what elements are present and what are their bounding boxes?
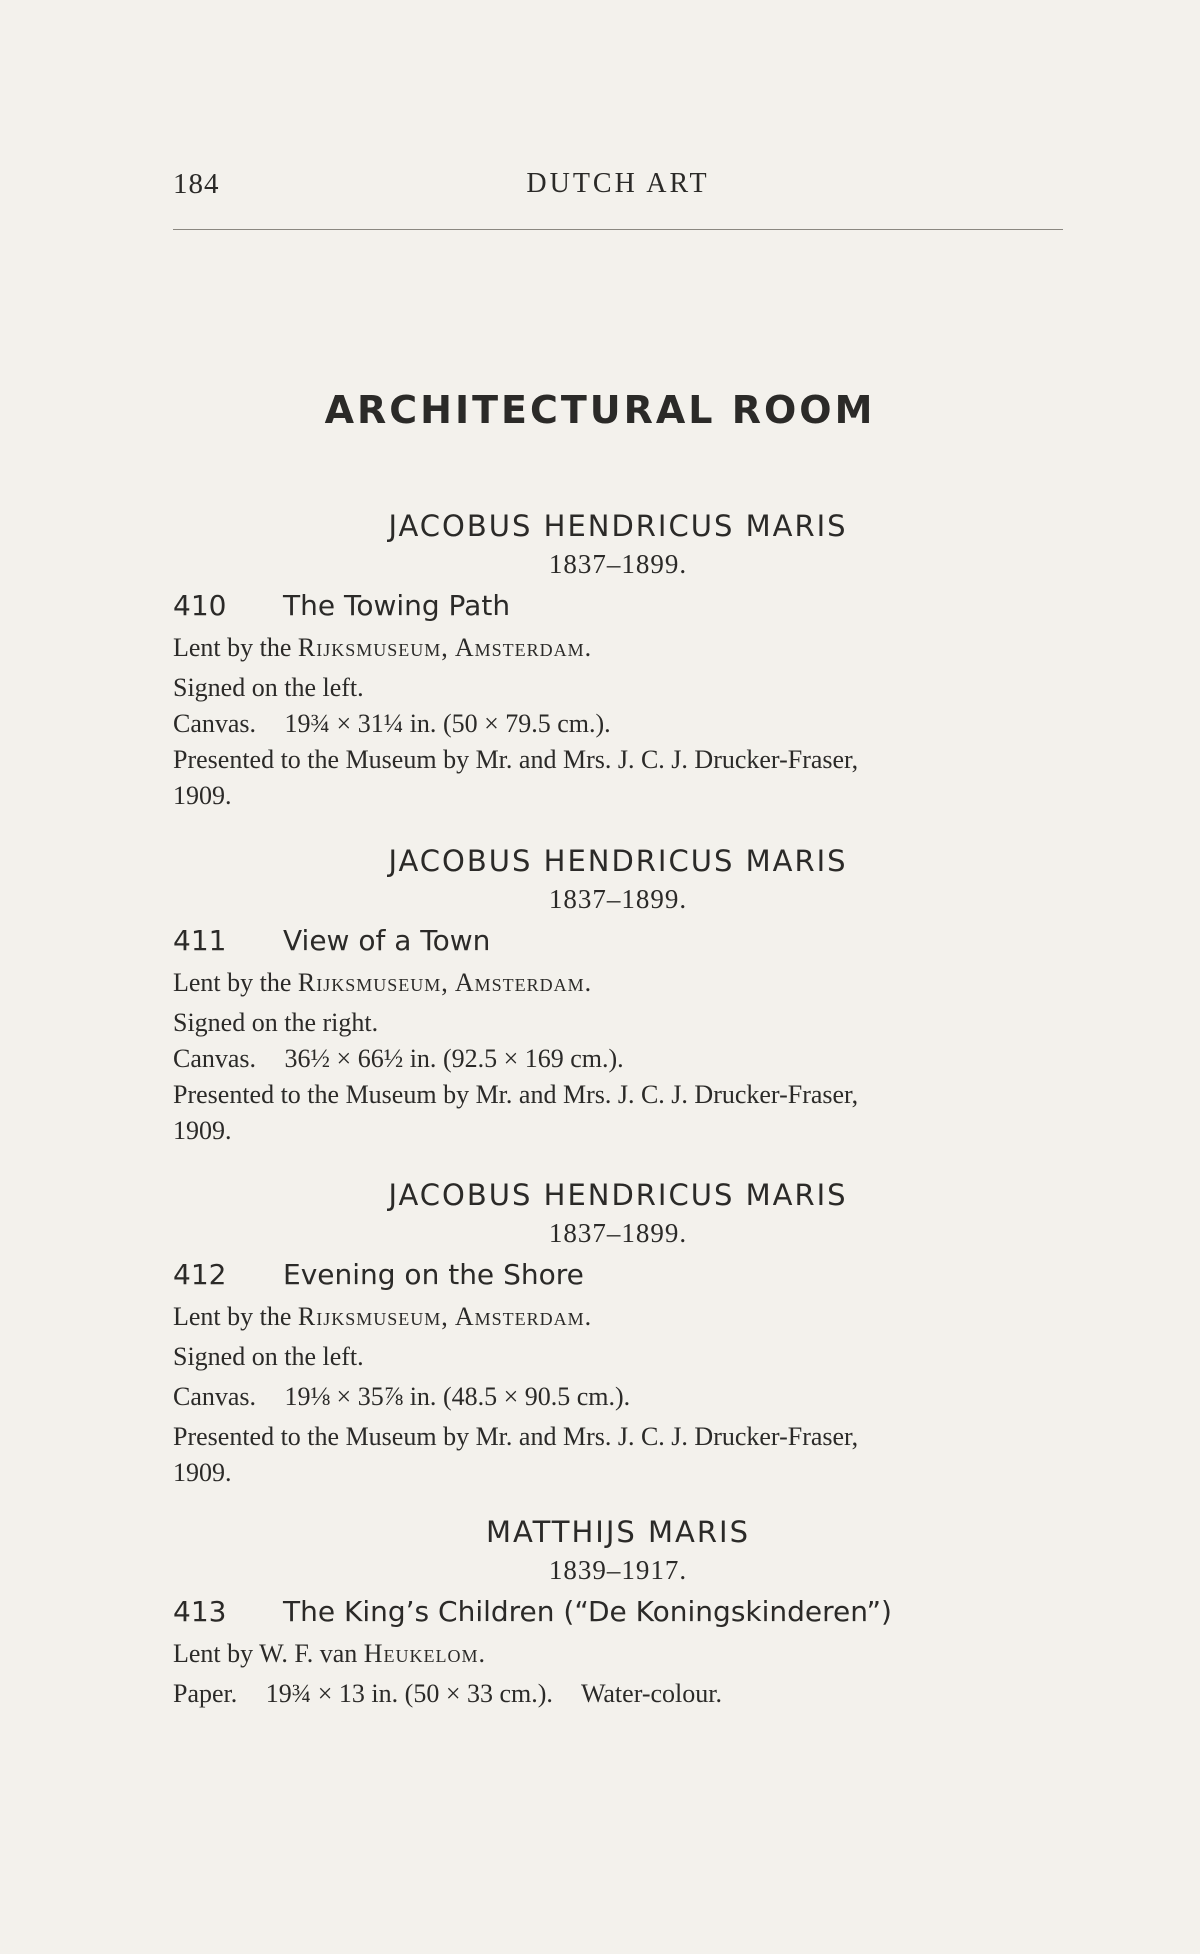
size-inches: 19¾ × 31¼ in. xyxy=(284,709,437,738)
size-cm: (50 × 79.5 cm.). xyxy=(442,709,611,738)
lender-name: Rijksmuseum, Amsterdam. xyxy=(297,633,593,662)
medium: Canvas. xyxy=(173,1382,257,1411)
provenance-year: 1909. xyxy=(173,1116,232,1145)
catalogue-entry xyxy=(173,1512,1063,1714)
lender-name: Rijksmuseum, Amsterdam. xyxy=(297,968,593,997)
signed-line: Signed on the right. xyxy=(173,1008,379,1037)
artwork-title: The Towing Path xyxy=(283,589,511,622)
technique: Water-colour. xyxy=(580,1679,722,1708)
provenance-line: Presented to the Museum by Mr. and Mrs. J. C. J. Drucker-Fraser, xyxy=(173,1422,859,1451)
dimensions-line xyxy=(173,1674,1063,1714)
lender-name: Heukelom. xyxy=(363,1639,487,1668)
size-cm: (92.5 × 169 cm.). xyxy=(442,1044,624,1073)
artist-dates: 1839–1917. xyxy=(548,1555,688,1585)
size-inches: 19⅛ × 35⅞ in. xyxy=(284,1382,437,1411)
catalogue-entry xyxy=(173,841,1063,1147)
lent-prefix: Lent by W. F. van xyxy=(173,1639,358,1668)
lender-line xyxy=(173,963,1063,1003)
medium: Paper. xyxy=(173,1679,238,1708)
provenance-year: 1909. xyxy=(173,1458,232,1487)
artwork-title: Evening on the Shore xyxy=(283,1258,584,1291)
dimensions-line xyxy=(173,1043,1063,1075)
lender-line xyxy=(173,1634,1063,1674)
catalogue-number: 410 xyxy=(173,589,227,622)
artist-name: JACOBUS HENDRICUS MARIS xyxy=(388,509,848,543)
artwork-title: The King’s Children (“De Koningskinderen”) xyxy=(283,1595,892,1628)
lender-line xyxy=(173,628,1063,668)
artist-name: JACOBUS HENDRICUS MARIS xyxy=(388,1178,848,1212)
entry-title-row xyxy=(173,921,1063,963)
size-cm: (48.5 × 90.5 cm.). xyxy=(442,1382,631,1411)
lent-prefix: Lent by the xyxy=(173,1302,292,1331)
dimensions-line xyxy=(173,1377,1063,1417)
artist-dates: 1837–1899. xyxy=(548,549,688,579)
provenance-year: 1909. xyxy=(173,781,232,810)
lender-name: Rijksmuseum, Amsterdam. xyxy=(297,1302,593,1331)
artist-name: JACOBUS HENDRICUS MARIS xyxy=(388,844,848,878)
section-title: ARCHITECTURAL ROOM xyxy=(324,388,876,432)
artist-name: MATTHIJS MARIS xyxy=(485,1515,751,1549)
artwork-title: View of a Town xyxy=(283,924,491,957)
medium: Canvas. xyxy=(173,1044,257,1073)
header-rule xyxy=(173,229,1063,230)
catalogue-number: 411 xyxy=(173,924,227,957)
page-header xyxy=(173,168,1063,208)
size-inches: 19¾ × 13 in. xyxy=(265,1679,399,1708)
lender-line xyxy=(173,1297,1063,1337)
catalogue-number: 413 xyxy=(173,1595,227,1628)
lent-prefix: Lent by the xyxy=(173,968,292,997)
signed-line: Signed on the left. xyxy=(173,673,364,702)
running-head: DUTCH ART xyxy=(526,168,710,199)
catalogue-entry xyxy=(173,506,1063,812)
entry-title-row xyxy=(173,1592,1063,1634)
lent-prefix: Lent by the xyxy=(173,633,292,662)
entry-title-row xyxy=(173,586,1063,628)
artist-dates: 1837–1899. xyxy=(548,884,688,914)
size-inches: 36½ × 66½ in. xyxy=(284,1044,437,1073)
page-number: 184 xyxy=(173,168,220,200)
dimensions-line xyxy=(173,708,1063,740)
entry-title-row xyxy=(173,1255,1063,1297)
provenance-line: Presented to the Museum by Mr. and Mrs. J. C. J. Drucker-Fraser, xyxy=(173,1080,859,1109)
artist-dates: 1837–1899. xyxy=(548,1218,688,1248)
catalogue-number: 412 xyxy=(173,1258,227,1291)
catalogue-entry xyxy=(173,1175,1063,1489)
provenance-line: Presented to the Museum by Mr. and Mrs. J. C. J. Drucker-Fraser, xyxy=(173,745,859,774)
medium: Canvas. xyxy=(173,709,257,738)
size-cm: (50 × 33 cm.). xyxy=(404,1679,553,1708)
signed-line: Signed on the left. xyxy=(173,1342,364,1371)
